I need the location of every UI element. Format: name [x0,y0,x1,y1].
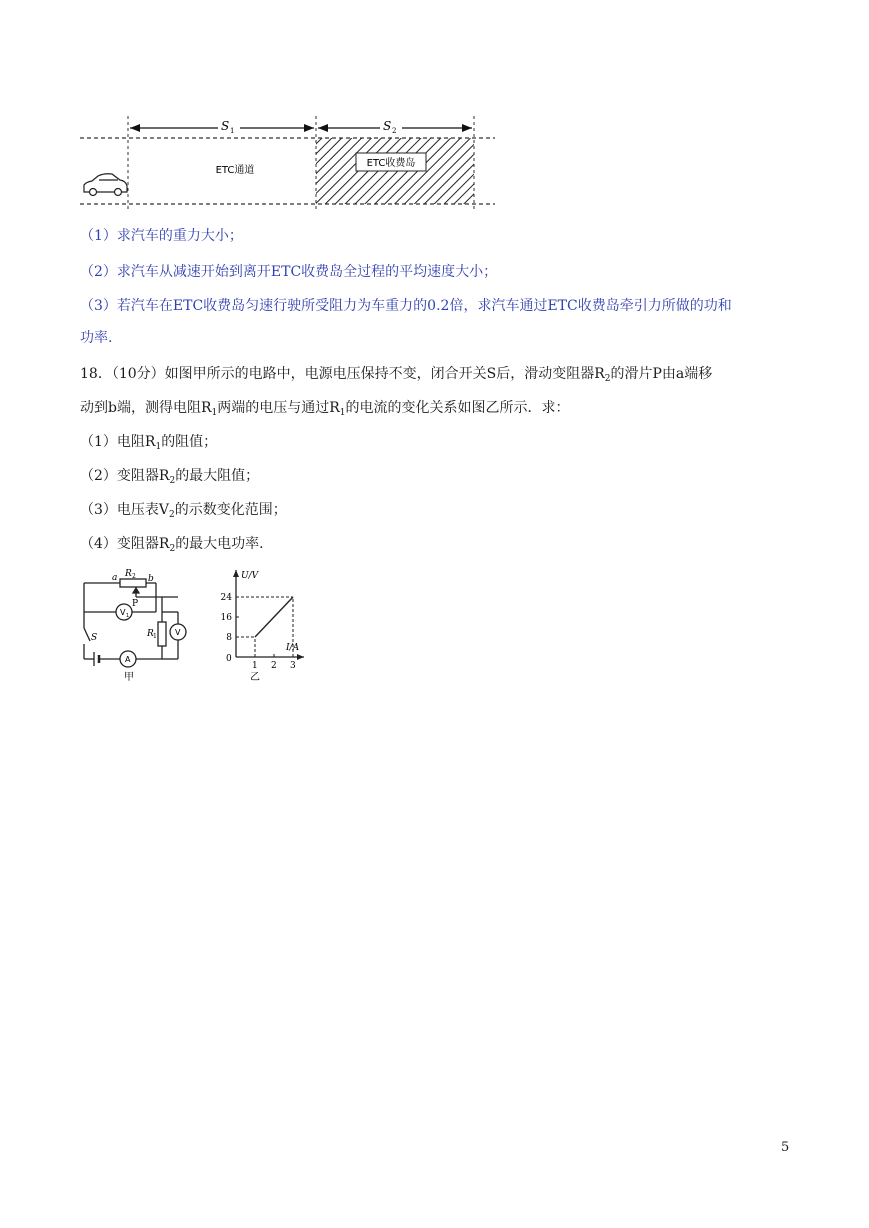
page-number: 5 [781,1140,790,1155]
q18-part1: （1）电阻$R_1$的阻值； [80,434,218,452]
s2-label: S [383,119,392,133]
x-tick-label: 1 [252,661,258,671]
y-tick-label: 8 [226,633,232,643]
b-label: b [148,574,154,584]
y-tick-label: 24 [220,593,232,603]
p-label: P [132,599,139,609]
q18-part4: （4）变阻器$R_2$的最大电功率. [80,536,264,554]
etc-figure [80,112,500,212]
circuit-diagram [80,566,215,686]
r1-sub: 1 [153,633,157,640]
y-axis-arrow [233,570,239,577]
v2-label: V [175,628,181,637]
q18-part3: （3）电压表$V_2$的示数变化范围； [80,502,287,520]
rheostat-r2 [120,579,146,587]
circuit-caption: 甲 [124,672,134,683]
s2-sub: 2 [392,127,397,135]
q18-stem-line1: 18．（10分）如图甲所示的电路中，电源电压保持不变，闭合开关S后，滑动变阻器$R_2$的滑片P由a端移 [80,366,713,384]
q17-part2: （2）求汽车从减速开始到离开ETC收费岛全过程的平均速度大小； [80,264,498,280]
u-i-graph [196,566,316,686]
island-label: ETC收费岛 [366,158,416,169]
x-axis-label: I/A [286,643,300,653]
channel-label: ETC通道 [215,165,255,176]
resistor-r1 [158,622,166,646]
series-line [255,597,293,637]
switch-s [84,628,90,641]
r1-label: R [147,629,154,639]
x-tick-label: 2 [271,661,277,671]
s1-sub: 1 [230,127,235,135]
r2-sub: 2 [132,573,136,580]
q17-part3-line1: （3）若汽车在ETC收费岛匀速行驶所受阻力为车重力的0.2倍，求汽车通过ETC收费岛牵引力所做的功和 [80,298,732,314]
y-axis-label: U/V [241,571,259,581]
origin-label: 0 [226,654,232,664]
q17-part3-line2: 功率. [80,330,113,346]
v1-sub: 1 [126,613,130,619]
a-label: a [112,573,118,583]
s-label: S [91,633,98,643]
x-axis-arrow [297,654,304,660]
q18-stem-line2: 动到b端，测得电阻$R_1$两端的电压与通过$R_1$的电流的变化关系如图乙所示．求： [80,400,570,418]
y-tick-label: 16 [220,613,232,623]
s1-label: S [221,119,230,133]
x-tick-label: 3 [290,661,296,671]
car-icon [84,174,127,196]
r2-label: R [125,569,132,579]
v1-label: V [120,608,126,617]
q17-part1: （1）求汽车的重力大小； [80,228,243,244]
graph-caption: 乙 [250,672,260,683]
ammeter-label: A [125,655,131,664]
q18-part2: （2）变阻器$R_2$的最大阻值； [80,468,260,486]
